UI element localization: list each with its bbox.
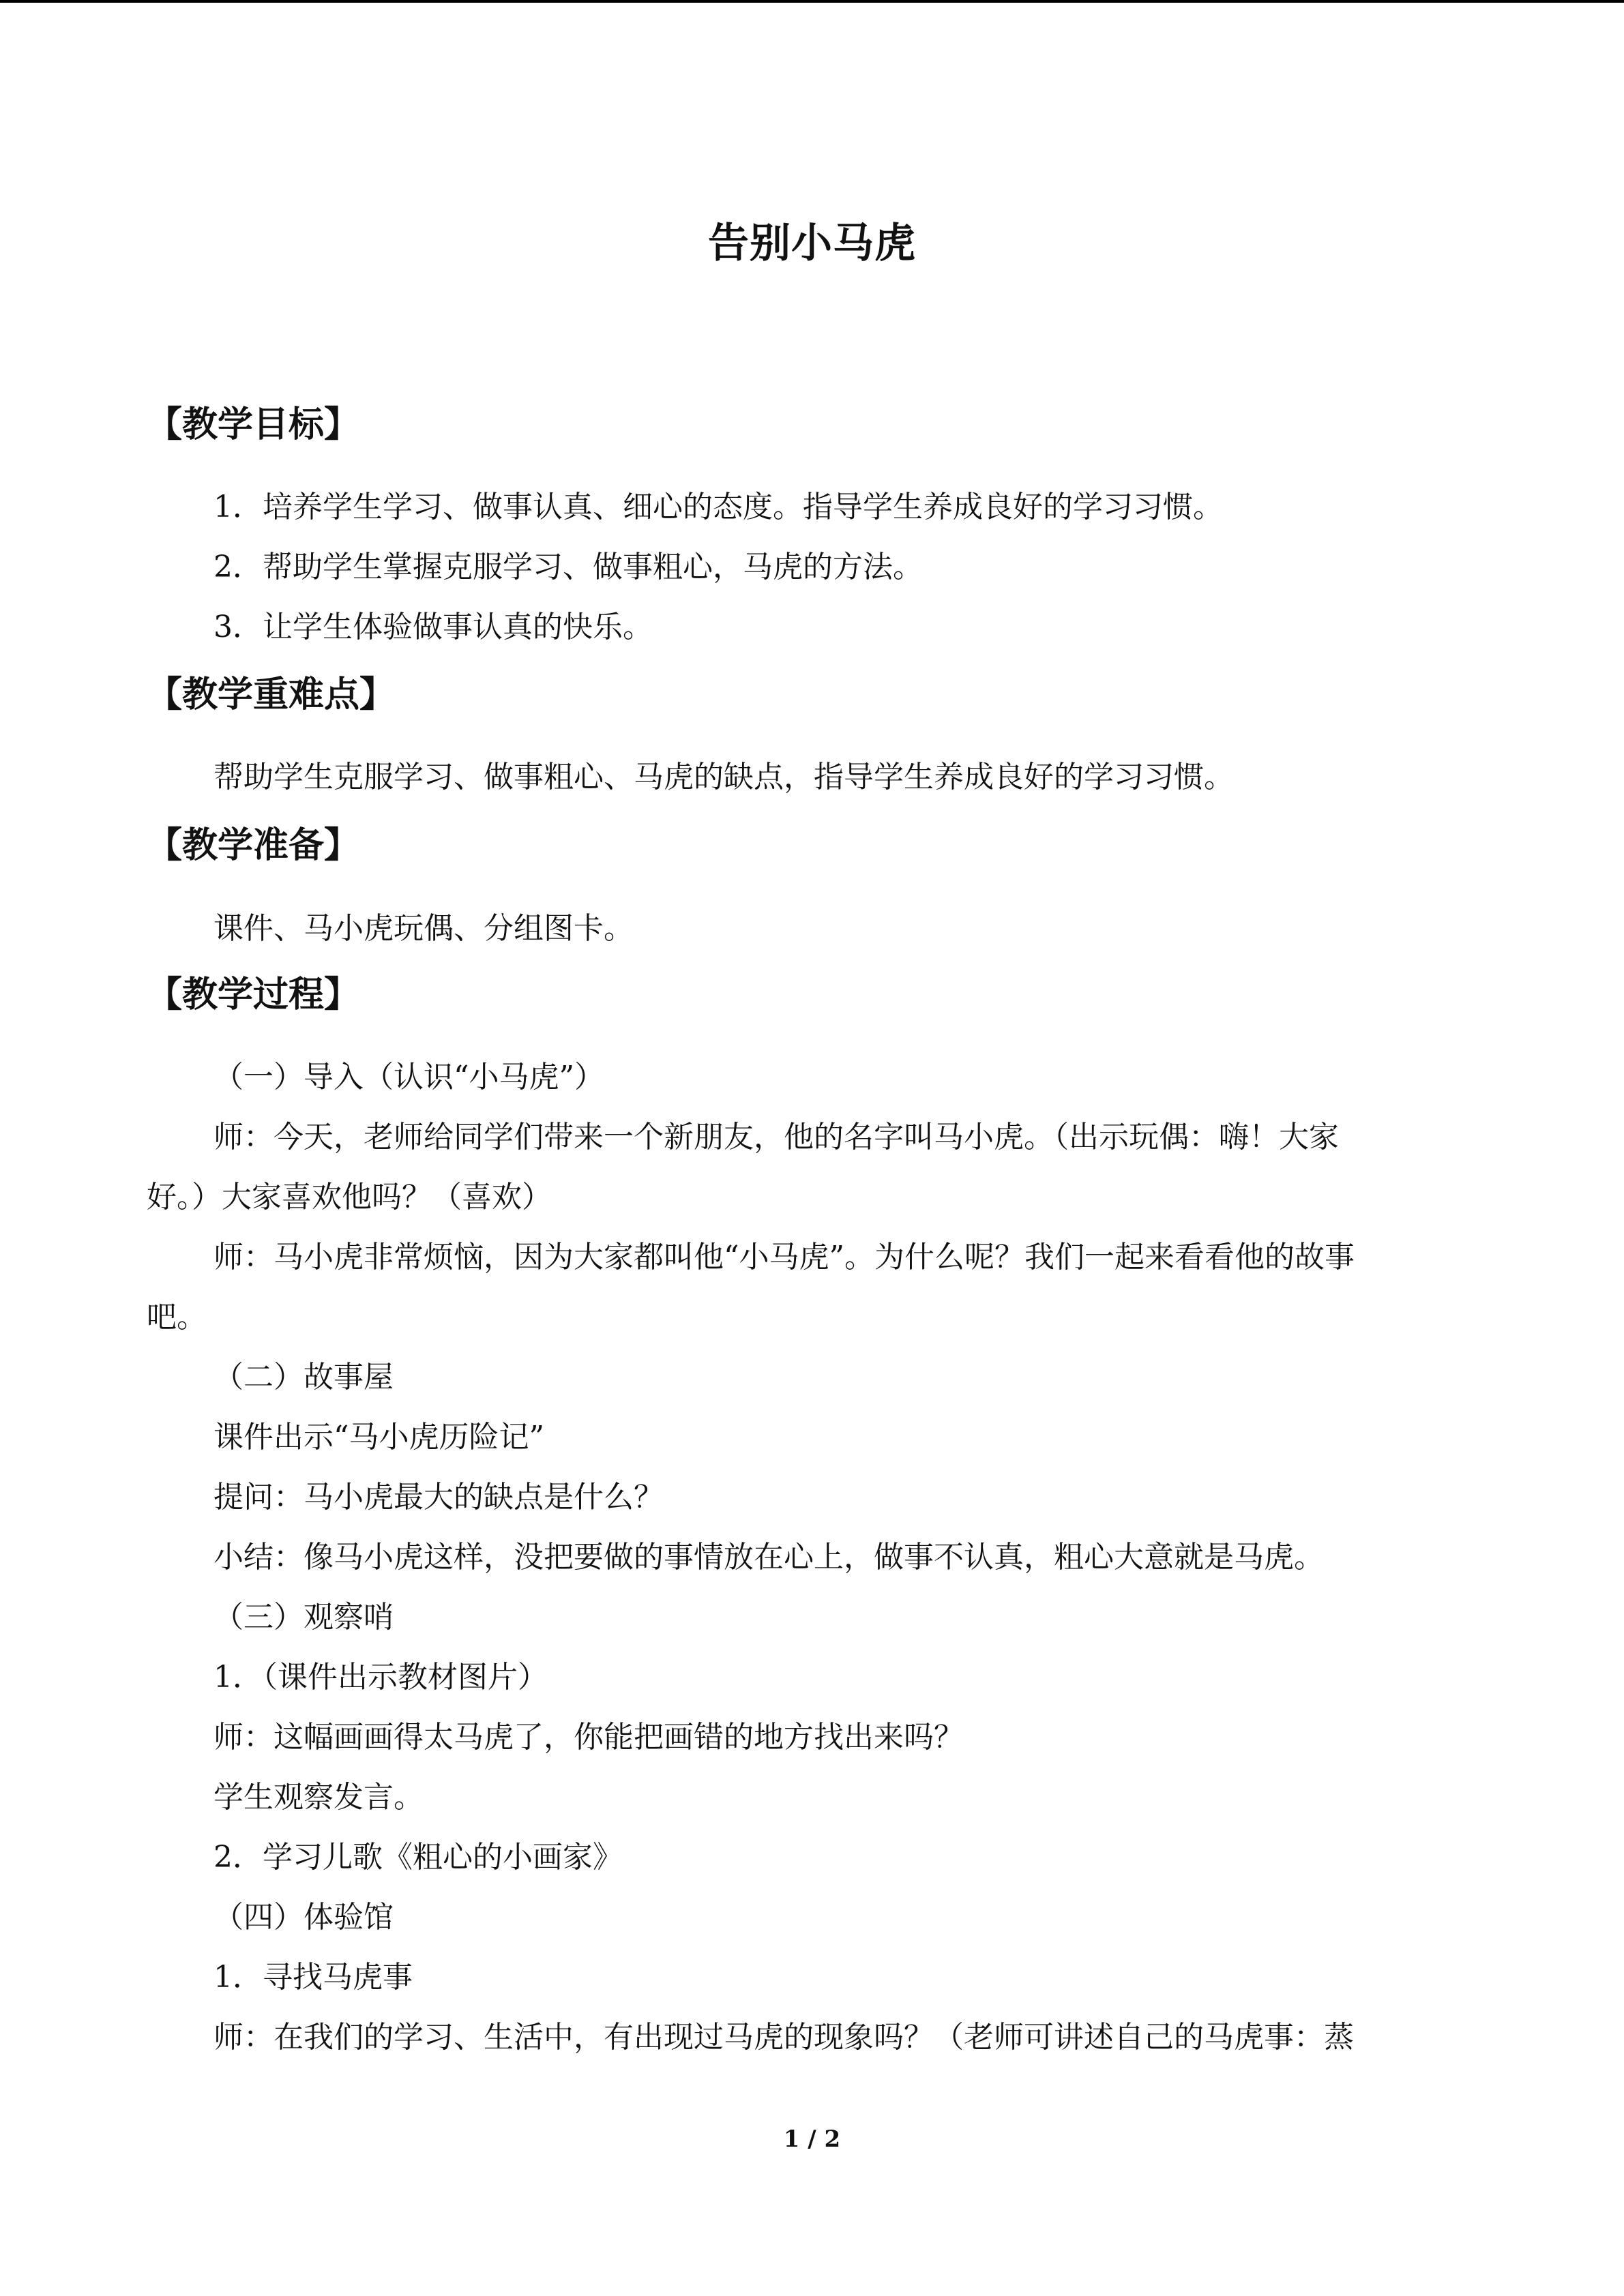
objective-item-3: 3．让学生体验做事认真的快乐。 [213,610,653,644]
process-line-3: 好。）大家喜欢他吗？（喜欢） [147,1180,552,1214]
preparation-text: 课件、马小虎玩偶、分组图卡。 [213,911,634,946]
process-line-10: （三）观察哨 [213,1600,394,1635]
section-heading-preparation: 【教学准备】 [147,824,360,866]
process-line-14: 2．学习儿歌《粗心的小画家》 [213,1840,623,1875]
process-line-13: 学生观察发言。 [213,1780,424,1815]
process-line-17: 师：在我们的学习、生活中，有出现过马虎的现象吗？（老师可讲述自己的马虎事：蒸 [213,2020,1354,2055]
process-line-12: 师：这幅画画得太马虎了，你能把画错的地方找出来吗？ [213,1720,964,1755]
section-heading-process: 【教学过程】 [147,974,360,1015]
process-line-15: （四）体验馆 [213,1900,394,1935]
objective-item-1: 1．培养学生学习、做事认真、细心的态度。指导学生养成良好的学习习惯。 [213,490,1223,524]
process-line-4: 师：马小虎非常烦恼，因为大家都叫他“小马虎”。为什么呢？我们一起来看看他的故事 [213,1240,1355,1274]
process-line-11: 1．（课件出示教材图片） [213,1660,548,1695]
process-line-2: 师：今天，老师给同学们带来一个新朋友，他的名字叫马小虎。（出示玩偶：嗨！大家 [213,1120,1339,1154]
page-number: 1 / 2 [783,2126,841,2153]
section-heading-key-points: 【教学重难点】 [147,674,396,715]
document-title: 告别小马虎 [708,220,916,267]
process-line-1: （一）导入（认识“小马虎”） [213,1060,604,1094]
process-line-5: 吧。 [147,1300,207,1335]
process-line-7: 课件出示“马小虎历险记” [213,1420,544,1455]
process-line-8: 提问：马小虎最大的缺点是什么？ [213,1480,664,1515]
top-border-rule [0,0,1624,3]
process-line-6: （二）故事屋 [213,1360,394,1395]
process-line-9: 小结：像马小虎这样，没把要做的事情放在心上，做事不认真，粗心大意就是马虎。 [213,1540,1324,1575]
objective-item-2: 2．帮助学生掌握克服学习、做事粗心，马虎的方法。 [213,550,923,584]
process-line-16: 1．寻找马虎事 [213,1960,413,1995]
key-points-text: 帮助学生克服学习、做事粗心、马虎的缺点，指导学生养成良好的学习习惯。 [213,760,1234,794]
section-heading-objectives: 【教学目标】 [147,404,360,445]
